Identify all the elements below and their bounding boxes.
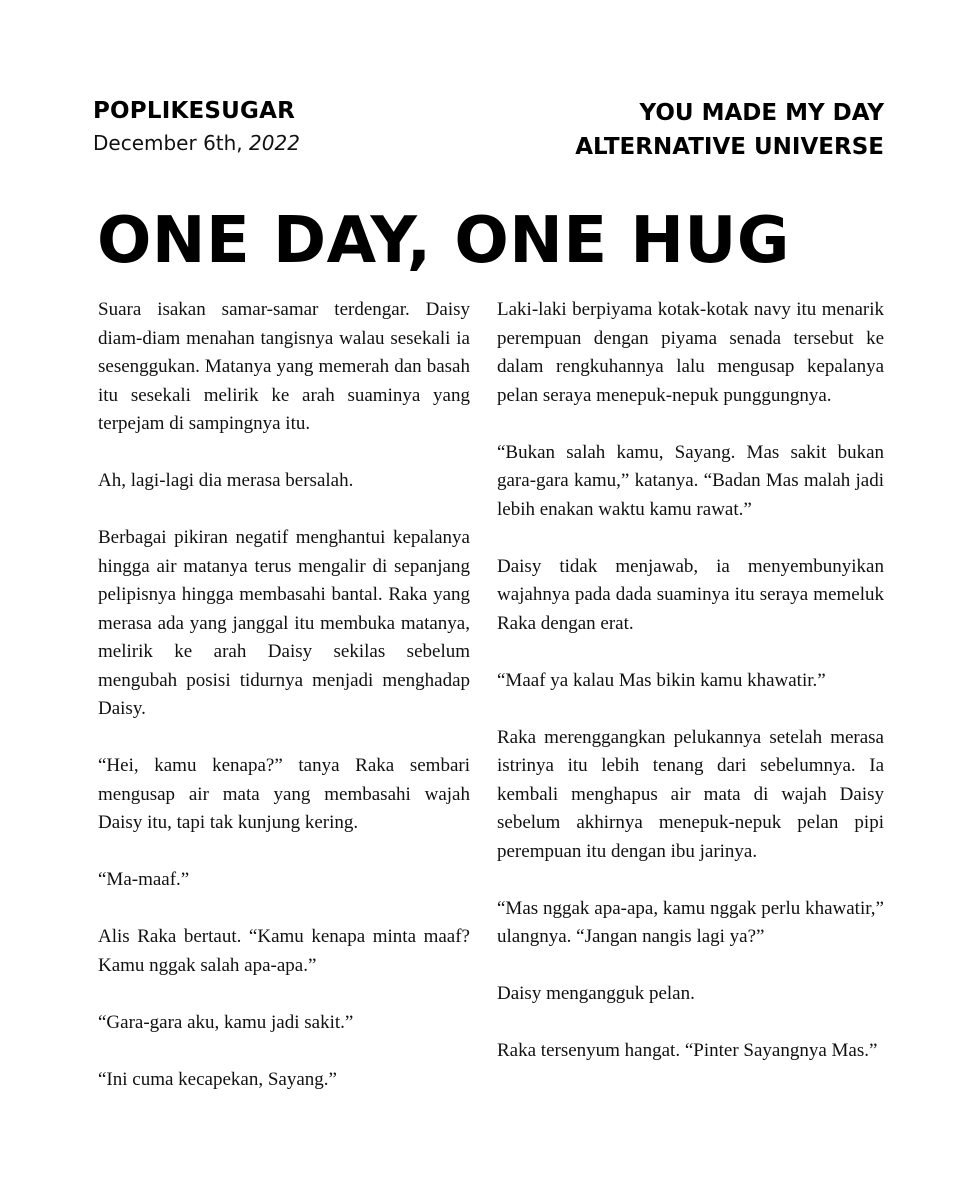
publish-date-main: December 6th, — [93, 131, 243, 155]
story-paragraph: Berbagai pikiran negatif menghantui kepalanya hingga air matanya terus mengalir di sepanjang pelipisnya hingga membasahi bantal. Raka yang merasa ada yang janggal itu membuka matanya, melirik ke arah Daisy sekilas sebelum mengubah posisi tidurnya menjadi menghadap Daisy. — [98, 527, 470, 719]
series-heading — [575, 96, 884, 164]
story-paragraph: “Hei, kamu kenapa?” tanya Raka sembari mengusap air mata yang membasahi wajah Daisy itu, tapi tak kunjung kering. — [98, 755, 470, 833]
story-paragraph: Laki-laki berpiyama kotak-kotak navy itu menarik perempuan dengan piyama senada tersebut ke dalam rengkuhannya lalu mengusap kepalanya pelan seraya menepuk-nepuk punggungnya. — [497, 299, 884, 406]
story-paragraph: Daisy mengangguk pelan. — [497, 983, 695, 1004]
story-paragraph: Raka tersenyum hangat. “Pinter Sayangnya Mas.” — [497, 1040, 878, 1061]
publish-date-year: 2022 — [242, 131, 300, 155]
story-paragraph: Daisy tidak menjawab, ia menyembunyikan wajahnya pada dada suaminya itu seraya memeluk Raka dengan erat. — [497, 555, 884, 634]
story-paragraph: “Ma-maaf.” — [98, 869, 190, 890]
story-paragraph: Suara isakan samar-samar terdengar. Daisy diam-diam menahan tangisnya walau sesekali ia sesenggukan. Matanya yang memerah dan basah itu sesekali melirik ke arah suaminya yang terpejam di sampingnya itu. — [98, 299, 470, 434]
story-paragraph: “Gara-gara aku, kamu jadi sakit.” — [98, 1011, 354, 1033]
story-paragraph: “Mas nggak apa-apa, kamu nggak perlu khawatir,” ulangnya. “Jangan nangis lagi ya?” — [497, 897, 884, 947]
story-paragraph: “Maaf ya kalau Mas bikin kamu khawatir.” — [497, 669, 826, 691]
story-paragraph: Alis Raka bertaut. “Kamu kenapa minta maaf? Kamu nggak salah apa-apa.” — [98, 926, 470, 976]
story-column-left — [98, 296, 470, 1123]
story-column-right — [497, 296, 884, 1094]
brand-name: POPLIKESUGAR — [93, 98, 296, 124]
story-paragraph: Raka merenggangkan pelukannya setelah merasa istrinya itu lebih tenang dari sebelumnya. Ia kembali menghapus air mata di wajah Daisy sebelum akhirnya menepuk-nepuk pelan pipi perempuan itu dengan ibu jarinya. — [497, 726, 884, 862]
story-paragraph: “Bukan salah kamu, Sayang. Mas sakit bukan gara-gara kamu,” katanya. “Badan Mas malah jadi lebih enakan waktu kamu rawat.” — [497, 441, 884, 520]
story-paragraph: Ah, lagi-lagi dia merasa bersalah. — [98, 470, 354, 491]
series-line-2: ALTERNATIVE UNIVERSE — [575, 134, 884, 160]
header-left — [93, 96, 300, 158]
story-paragraph: “Ini cuma kecapekan, Sayang.” — [98, 1068, 337, 1090]
series-line-1: YOU MADE MY DAY — [639, 100, 884, 126]
story-title: ONE DAY, ONE HUG — [97, 204, 790, 278]
publish-date — [93, 128, 300, 158]
